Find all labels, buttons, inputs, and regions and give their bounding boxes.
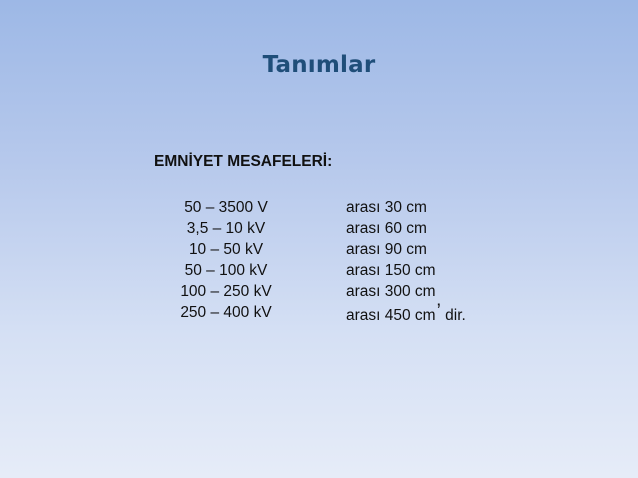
safety-distance: arası 90 cm <box>346 241 427 258</box>
section-heading: EMNİYET MESAFELERİ: <box>154 153 333 170</box>
safety-distance-final <box>346 301 466 326</box>
safety-distance: arası 30 cm <box>346 199 427 216</box>
safety-distance-list <box>170 199 500 325</box>
voltage-range: 3,5 – 10 kV <box>186 220 266 237</box>
safety-distance: arası 60 cm <box>346 220 427 237</box>
voltage-range: 50 – 3500 V <box>184 199 268 216</box>
list-item <box>170 283 500 304</box>
apostrophe-mark: ’ <box>436 301 441 322</box>
voltage-range: 50 – 100 kV <box>184 262 268 279</box>
list-item <box>170 262 500 283</box>
list-item <box>170 241 500 262</box>
distance-suffix: dir. <box>440 307 466 324</box>
list-item <box>170 220 500 241</box>
safety-distance: arası 150 cm <box>346 262 436 279</box>
slide-title: Tanımlar <box>262 52 376 78</box>
distance-value: arası 450 cm <box>346 307 436 324</box>
voltage-range: 250 – 400 kV <box>180 304 272 321</box>
voltage-range: 10 – 50 kV <box>188 241 264 258</box>
list-item <box>170 301 500 325</box>
list-item <box>170 199 500 220</box>
voltage-range: 100 – 250 kV <box>180 283 272 300</box>
safety-distance: arası 300 cm <box>346 283 436 300</box>
